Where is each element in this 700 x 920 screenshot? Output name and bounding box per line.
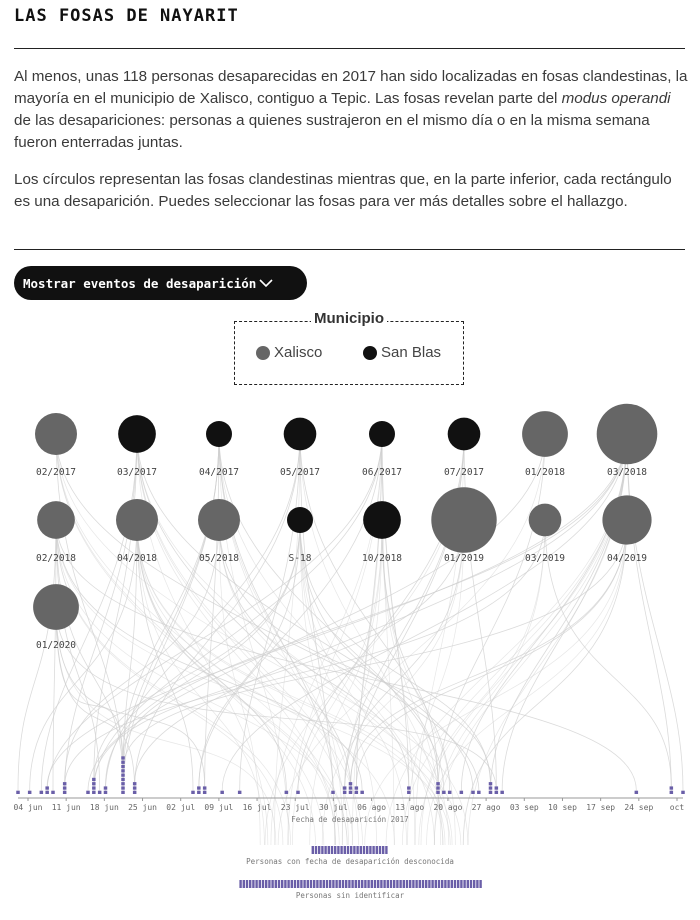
person-rect[interactable]: [203, 791, 207, 794]
axis-tick-label: oct: [669, 803, 685, 812]
person-rect[interactable]: [40, 791, 44, 794]
legend-label-xalisco: Xalisco: [274, 344, 323, 361]
unknown-person-rect[interactable]: [344, 846, 346, 854]
unidentified-person-rect[interactable]: [422, 880, 424, 888]
person-rect[interactable]: [442, 791, 446, 794]
unidentified-person-rect[interactable]: [470, 880, 472, 888]
unidentified-person-rect[interactable]: [303, 880, 305, 888]
person-rect[interactable]: [203, 786, 207, 789]
unidentified-person-rect[interactable]: [342, 880, 344, 888]
unidentified-person-rect[interactable]: [348, 880, 350, 888]
fosa-circle[interactable]: [198, 499, 240, 541]
unidentified-person-rect[interactable]: [358, 880, 360, 888]
unknown-person-rect[interactable]: [331, 846, 333, 854]
unidentified-person-rect[interactable]: [454, 880, 456, 888]
unknown-person-rect[interactable]: [366, 846, 368, 854]
person-rect[interactable]: [121, 782, 125, 785]
unknown-person-rect[interactable]: [376, 846, 378, 854]
person-rect[interactable]: [220, 791, 224, 794]
unknown-date-group: [239, 846, 481, 900]
fosa-circle[interactable]: [602, 495, 651, 544]
unidentified-person-rect[interactable]: [262, 880, 264, 888]
person-rect[interactable]: [98, 791, 102, 794]
legend-label-san-blas: San Blas: [381, 344, 442, 361]
axis-tick-label: 11 jun: [51, 803, 81, 812]
unidentified-person-rect[interactable]: [249, 880, 251, 888]
unidentified-person-rect[interactable]: [345, 880, 347, 888]
fosa-circle[interactable]: [33, 584, 79, 630]
unidentified-person-rect[interactable]: [329, 880, 331, 888]
person-rect[interactable]: [121, 761, 125, 764]
axis-tick-label: 20 ago: [433, 803, 463, 812]
person-rect[interactable]: [121, 786, 125, 789]
unidentified-person-rect[interactable]: [291, 880, 293, 888]
person-rect[interactable]: [133, 786, 137, 789]
fosa-circle[interactable]: [118, 415, 156, 453]
unidentified-person-rect[interactable]: [310, 880, 312, 888]
unidentified-person-rect[interactable]: [281, 880, 283, 888]
person-rect[interactable]: [63, 786, 67, 789]
unidentified-person-rect[interactable]: [364, 880, 366, 888]
unidentified-person-rect[interactable]: [393, 880, 395, 888]
unidentified-person-rect[interactable]: [467, 880, 469, 888]
unidentified-person-rect[interactable]: [431, 880, 433, 888]
person-rect[interactable]: [285, 791, 289, 794]
unidentified-person-rect[interactable]: [409, 880, 411, 888]
unknown-person-rect[interactable]: [324, 846, 326, 854]
unidentified-person-rect[interactable]: [335, 880, 337, 888]
fosa-label: 04/2019: [606, 553, 648, 564]
legend-title: [235, 310, 463, 328]
unidentified-person-rect[interactable]: [447, 880, 449, 888]
fosa-circle[interactable]: [431, 487, 496, 552]
unidentified-person-rect[interactable]: [457, 880, 459, 888]
intro-text-end: de las desapariciones: personas a quienes sustrajeron en el mismo día o en la misma semana fueron enterradas juntas.: [14, 112, 650, 151]
unidentified-person-rect[interactable]: [313, 880, 315, 888]
intro-text-start: Al menos, unas 118 personas desaparecidas en 2017 han sido localizadas en fosas clandestinas, la mayoría en el municipio de Xalisco, contiguo a Tepic. Las fosas revelan parte del: [14, 68, 688, 107]
fosa-label: S-18: [288, 553, 312, 564]
fosa-label: 01/2019: [443, 553, 485, 564]
unidentified-person-rect[interactable]: [332, 880, 334, 888]
fosa-label: 05/2017: [279, 467, 321, 478]
unknown-person-rect[interactable]: [321, 846, 323, 854]
person-rect[interactable]: [238, 791, 242, 794]
person-rect[interactable]: [121, 756, 125, 759]
unidentified-person-rect[interactable]: [399, 880, 401, 888]
person-rect[interactable]: [121, 769, 125, 772]
unknown-person-rect[interactable]: [347, 846, 349, 854]
person-rect[interactable]: [495, 791, 499, 794]
unidentified-person-rect[interactable]: [428, 880, 430, 888]
legend-item-san-blas[interactable]: [363, 344, 441, 361]
unidentified-person-rect[interactable]: [259, 880, 261, 888]
axis-tick-label: 10 sep: [548, 803, 577, 812]
person-rect[interactable]: [349, 782, 353, 785]
fosa-label: 01/2020: [35, 640, 77, 651]
person-rect[interactable]: [343, 786, 347, 789]
person-rect[interactable]: [86, 791, 90, 794]
axis-tick-label: 17 sep: [586, 803, 616, 812]
person-rect[interactable]: [489, 786, 493, 789]
unidentified-person-rect[interactable]: [463, 880, 465, 888]
fosa-circle[interactable]: [529, 504, 562, 537]
person-rect[interactable]: [121, 791, 125, 794]
axis-tick-label: 18 jun: [89, 803, 119, 812]
chevron-down-icon: [259, 278, 273, 288]
unidentified-person-rect[interactable]: [403, 880, 405, 888]
fosas-visualization: [0, 390, 700, 915]
person-rect[interactable]: [191, 791, 195, 794]
intro-paragraph-1: [14, 66, 689, 154]
unidentified-person-rect[interactable]: [355, 880, 357, 888]
unknown-person-rect[interactable]: [372, 846, 374, 854]
unidentified-person-rect[interactable]: [316, 880, 318, 888]
unidentified-person-rect[interactable]: [239, 880, 241, 888]
unidentified-person-rect[interactable]: [479, 880, 481, 888]
axis-title: Fecha de desaparición 2017: [291, 815, 409, 824]
unknown-person-rect[interactable]: [318, 846, 320, 854]
axis-tick-label: 16 jul: [242, 803, 272, 812]
fosa-label: 01/2018: [524, 467, 566, 478]
unidentified-person-rect[interactable]: [473, 880, 475, 888]
unidentified-person-rect[interactable]: [323, 880, 325, 888]
unidentified-person-rect[interactable]: [415, 880, 417, 888]
fosa-label: 03/2017: [116, 467, 158, 478]
fosa-label: 02/2017: [35, 467, 77, 478]
axis-tick-label: 13 ago: [395, 803, 425, 812]
unidentified-person-rect[interactable]: [243, 880, 245, 888]
unidentified-person-rect[interactable]: [297, 880, 299, 888]
unidentified-person-rect[interactable]: [377, 880, 379, 888]
person-rect[interactable]: [28, 791, 32, 794]
fosa-circle[interactable]: [284, 418, 317, 451]
person-rect[interactable]: [460, 791, 464, 794]
top-divider: [14, 48, 685, 49]
unidentified-person-rect[interactable]: [435, 880, 437, 888]
unidentified-person-rect[interactable]: [275, 880, 277, 888]
fosa-label: 04/2017: [198, 467, 240, 478]
fosa-label: 03/2018: [606, 467, 648, 478]
person-rect[interactable]: [45, 786, 49, 789]
unknown-person-rect[interactable]: [353, 846, 355, 854]
intro-paragraph-2: Los círculos representan las fosas clandestinas mientras que, en la parte inferior, cada rectángulo es una desaparición. Puedes seleccionar las fosas para ver más detalles sobre el hallazgo.: [14, 171, 672, 210]
person-rect[interactable]: [121, 765, 125, 768]
fosa-circle[interactable]: [448, 418, 481, 451]
unidentified-person-rect[interactable]: [383, 880, 385, 888]
unidentified-person-rect[interactable]: [441, 880, 443, 888]
person-rect[interactable]: [436, 791, 440, 794]
unknown-person-rect[interactable]: [356, 846, 358, 854]
axis-tick-label: 23 jul: [280, 803, 310, 812]
unidentified-person-rect[interactable]: [387, 880, 389, 888]
fosa-circle[interactable]: [206, 421, 232, 447]
person-rect[interactable]: [92, 778, 96, 781]
person-rect[interactable]: [197, 786, 201, 789]
person-rect[interactable]: [407, 786, 411, 789]
unidentified-person-rect[interactable]: [255, 880, 257, 888]
fosa-circle[interactable]: [35, 413, 77, 455]
person-rect[interactable]: [51, 791, 55, 794]
axis-tick-label: 24 sep: [624, 803, 654, 812]
unidentified-person-rect[interactable]: [425, 880, 427, 888]
axis-tick-label: 04 jun: [13, 803, 43, 812]
unidentified-label: Personas sin identificar: [295, 891, 405, 900]
unidentified-person-rect[interactable]: [246, 880, 248, 888]
unidentified-person-rect[interactable]: [371, 880, 373, 888]
unknown-person-rect[interactable]: [382, 846, 384, 854]
axis-tick-label: 30 jul: [318, 803, 348, 812]
intro-italic: modus operandi: [561, 90, 671, 107]
fosa-label: 05/2018: [198, 553, 240, 564]
fosa-circle[interactable]: [522, 411, 568, 457]
person-rect[interactable]: [343, 791, 347, 794]
page-title: LAS FOSAS DE NAYARIT: [14, 6, 239, 26]
person-rect[interactable]: [448, 791, 452, 794]
person-rect[interactable]: [63, 782, 67, 785]
show-events-button[interactable]: [14, 266, 307, 300]
axis-tick-label: 02 jul: [166, 803, 196, 812]
fosa-label: 07/2017: [443, 467, 485, 478]
person-rect[interactable]: [360, 791, 364, 794]
unidentified-person-rect[interactable]: [265, 880, 267, 888]
middle-divider: [14, 249, 685, 250]
axis-tick-label: 25 jun: [128, 803, 157, 812]
unknown-date-label: Personas con fecha de desaparición desconocida: [246, 857, 454, 866]
fosa-circle[interactable]: [287, 507, 313, 533]
person-rect[interactable]: [670, 786, 674, 789]
person-rect[interactable]: [296, 791, 300, 794]
unidentified-person-rect[interactable]: [396, 880, 398, 888]
unknown-person-rect[interactable]: [379, 846, 381, 854]
unidentified-person-rect[interactable]: [294, 880, 296, 888]
unknown-person-rect[interactable]: [340, 846, 342, 854]
unidentified-person-rect[interactable]: [271, 880, 273, 888]
unidentified-person-rect[interactable]: [268, 880, 270, 888]
unknown-person-rect[interactable]: [312, 846, 314, 854]
unknown-person-rect[interactable]: [315, 846, 317, 854]
person-rect[interactable]: [635, 791, 639, 794]
person-rect[interactable]: [45, 791, 49, 794]
legend: [234, 310, 464, 385]
unidentified-person-rect[interactable]: [326, 880, 328, 888]
person-rect[interactable]: [681, 791, 685, 794]
person-rect[interactable]: [670, 791, 674, 794]
person-rect[interactable]: [489, 782, 493, 785]
unknown-person-rect[interactable]: [369, 846, 371, 854]
unidentified-person-rect[interactable]: [278, 880, 280, 888]
person-rect[interactable]: [471, 791, 475, 794]
person-rect[interactable]: [104, 786, 108, 789]
unidentified-person-rect[interactable]: [419, 880, 421, 888]
person-rect[interactable]: [489, 791, 493, 794]
person-rect[interactable]: [500, 791, 504, 794]
unidentified-person-rect[interactable]: [460, 880, 462, 888]
unidentified-person-rect[interactable]: [380, 880, 382, 888]
unidentified-person-rect[interactable]: [374, 880, 376, 888]
unknown-person-rect[interactable]: [334, 846, 336, 854]
person-rect[interactable]: [331, 791, 335, 794]
person-rect[interactable]: [133, 782, 137, 785]
unidentified-person-rect[interactable]: [367, 880, 369, 888]
fosa-label: 02/2018: [35, 553, 77, 564]
fosa-circle[interactable]: [116, 499, 158, 541]
unknown-person-rect[interactable]: [350, 846, 352, 854]
unidentified-person-rect[interactable]: [307, 880, 309, 888]
show-events-label: Mostrar eventos de desaparición: [23, 275, 257, 291]
person-rect[interactable]: [16, 791, 20, 794]
fosa-circle[interactable]: [37, 501, 75, 539]
unknown-person-rect[interactable]: [360, 846, 362, 854]
legend-swatch-san-blas: [363, 346, 377, 360]
unidentified-person-rect[interactable]: [339, 880, 341, 888]
unidentified-person-rect[interactable]: [476, 880, 478, 888]
axis-tick-label: 27 ago: [471, 803, 501, 812]
fosa-label: 04/2018: [116, 553, 158, 564]
unidentified-person-rect[interactable]: [319, 880, 321, 888]
person-rect[interactable]: [477, 791, 481, 794]
person-rect[interactable]: [349, 786, 353, 789]
unidentified-person-rect[interactable]: [406, 880, 408, 888]
fosa-label: 10/2018: [361, 553, 403, 564]
fosa-label: 03/2019: [524, 553, 566, 564]
person-rect[interactable]: [92, 791, 96, 794]
unidentified-person-rect[interactable]: [444, 880, 446, 888]
unidentified-person-rect[interactable]: [287, 880, 289, 888]
fosa-circle[interactable]: [363, 501, 401, 539]
person-rect[interactable]: [407, 791, 411, 794]
person-rect[interactable]: [121, 774, 125, 777]
unidentified-person-rect[interactable]: [300, 880, 302, 888]
axis-tick-label: 03 sep: [509, 803, 539, 812]
axis-tick-label: 06 ago: [357, 803, 387, 812]
fosa-circle[interactable]: [597, 404, 658, 465]
person-rect[interactable]: [436, 782, 440, 785]
unidentified-person-rect[interactable]: [438, 880, 440, 888]
unidentified-person-rect[interactable]: [361, 880, 363, 888]
unidentified-person-rect[interactable]: [252, 880, 254, 888]
person-rect[interactable]: [92, 782, 96, 785]
unknown-person-rect[interactable]: [337, 846, 339, 854]
person-rect[interactable]: [355, 791, 359, 794]
legend-title-text: Municipio: [311, 310, 387, 327]
person-rect[interactable]: [92, 786, 96, 789]
fosa-label: 06/2017: [361, 467, 403, 478]
legend-item-xalisco[interactable]: [256, 344, 322, 361]
person-rect[interactable]: [349, 791, 353, 794]
unidentified-person-rect[interactable]: [412, 880, 414, 888]
unidentified-person-rect[interactable]: [451, 880, 453, 888]
unknown-person-rect[interactable]: [363, 846, 365, 854]
person-rect[interactable]: [436, 786, 440, 789]
unidentified-person-rect[interactable]: [351, 880, 353, 888]
fosa-circle[interactable]: [369, 421, 395, 447]
person-rect[interactable]: [63, 791, 67, 794]
person-rect[interactable]: [121, 778, 125, 781]
person-rect[interactable]: [133, 791, 137, 794]
person-rect[interactable]: [355, 786, 359, 789]
person-rect[interactable]: [197, 791, 201, 794]
person-rect[interactable]: [104, 791, 108, 794]
unidentified-person-rect[interactable]: [284, 880, 286, 888]
unknown-person-rect[interactable]: [385, 846, 387, 854]
unidentified-person-rect[interactable]: [390, 880, 392, 888]
axis-tick-label: 09 jul: [204, 803, 234, 812]
legend-swatch-xalisco: [256, 346, 270, 360]
unknown-person-rect[interactable]: [328, 846, 330, 854]
person-rect[interactable]: [495, 786, 499, 789]
